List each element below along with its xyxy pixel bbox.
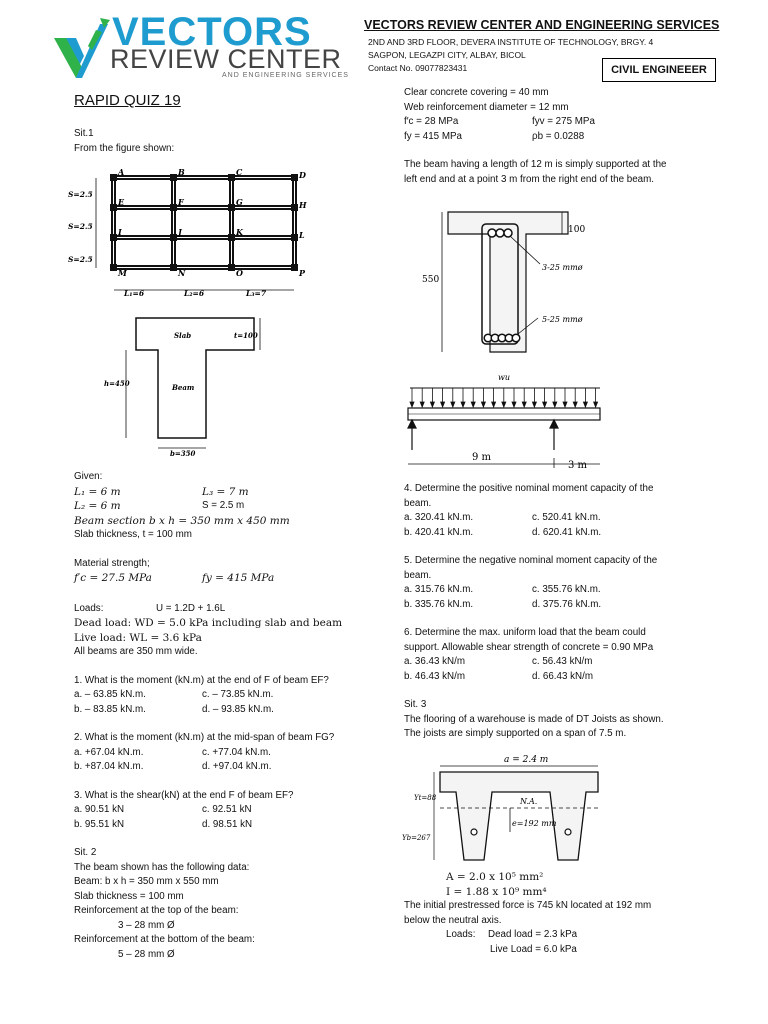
beam-depth-label: 550 <box>422 275 440 285</box>
reinforced-t-beam-figure <box>418 206 628 356</box>
fyv-value: fyv = 275 MPa <box>532 116 595 127</box>
q1-option-c: c. – 73.85 kN.m. <box>202 689 274 700</box>
sit3-line-2: The joists are simply supported on a span of 7.5 m. <box>404 728 627 739</box>
load-combination: U = 1.2D + 1.6L <box>156 602 226 614</box>
left-column-body <box>74 470 384 962</box>
q4-option-d: d. 620.41 kN.m. <box>532 526 602 538</box>
q2-option-b: b. +87.04 kN.m. <box>74 761 144 772</box>
load-arrowhead <box>594 402 598 407</box>
load-arrowhead <box>461 402 465 407</box>
vectors-logo-icon <box>52 16 110 80</box>
beam-height-label: h=450 <box>104 379 130 388</box>
span-label: L₃=7 <box>246 289 267 298</box>
bottom-bars-label: 5-25 mmø <box>542 315 583 324</box>
q3-option-b: b. 95.51 kN <box>74 818 125 830</box>
load-arrowhead <box>420 402 424 407</box>
q6-option-a: a. 36.43 kN/m <box>404 656 465 667</box>
sit2-bottom-reinf-label: Reinforcement at the bottom of the beam: <box>74 934 255 945</box>
node-label: H <box>299 200 307 210</box>
given-fy: fy = 415 MPa <box>202 572 275 584</box>
t-beam-figure <box>100 314 280 460</box>
eccentricity-label: e=192 mm <box>512 819 557 828</box>
material-strength-label: Material strength; <box>74 557 150 569</box>
q3-option-c: c. 92.51 kN <box>202 804 252 815</box>
yb-label: Yb=267 <box>402 834 431 842</box>
node-label: K <box>236 227 243 237</box>
top-bars-label: 3-25 mmø <box>542 263 583 272</box>
load-arrowhead <box>502 402 506 407</box>
node-label: C <box>236 167 243 177</box>
sit3-line-1: The flooring of a warehouse is made of DT Joists as shown. <box>404 713 664 725</box>
load-arrowhead <box>430 402 434 407</box>
load-label: wu <box>498 373 510 382</box>
question-4-cont: beam. <box>404 497 432 509</box>
cover: Clear concrete covering = 40 mm <box>404 87 549 98</box>
node-label: M <box>118 268 127 278</box>
given-fc: f′c = 27.5 MPa <box>74 572 152 584</box>
load-arrowhead <box>543 402 547 407</box>
load-arrowhead <box>512 402 516 407</box>
sit2-intro: The beam shown has the following data: <box>74 861 250 873</box>
sit2-bottom-reinf-value: 5 – 28 mm Ø <box>118 948 175 960</box>
q5-option-c: c. 355.76 kN.m. <box>532 584 601 595</box>
category-box: CIVIL ENGINEEER <box>602 58 716 82</box>
inertia-value: I = 1.88 x 10⁹ mm⁴ <box>446 885 547 898</box>
node-label: E <box>118 197 125 207</box>
sit2-beam-dims: Beam: b x h = 350 mm x 550 mm <box>74 876 219 887</box>
sit2-label: Sit. 2 <box>74 847 97 858</box>
yt-label: Yt=88 <box>414 794 437 802</box>
given-l1: L₁ = 6 m <box>74 485 121 498</box>
dt-joist-figure <box>400 752 610 870</box>
slab-label: Slab <box>174 331 192 340</box>
prestress-line-2: below the neutral axis. <box>404 914 502 926</box>
load-arrowhead <box>451 402 455 407</box>
beam-description-2: left end and at a point 3 m from the right end of the beam. <box>404 173 654 185</box>
address-line-2: SAGPON, LEGAZPI CITY, ALBAY, BICOL <box>368 50 526 60</box>
sit3-dead-load: Dead load = 2.3 kPa <box>488 929 578 940</box>
load-arrowhead <box>441 402 445 407</box>
span-label: L₂=6 <box>184 289 205 298</box>
right-column-bottom <box>404 870 724 957</box>
question-3: 3. What is the shear(kN) at the end F of beam EF? <box>74 789 294 801</box>
given-slab-thickness: Slab thickness, t = 100 mm <box>74 529 192 540</box>
question-4: 4. Determine the positive nominal moment capacity of the <box>404 483 654 494</box>
sit1-label: Sit.1 <box>74 128 94 139</box>
q5-option-b: b. 335.76 kN.m. <box>404 598 474 610</box>
load-arrowhead <box>481 402 485 407</box>
fc-value: f′c = 28 MPa <box>404 116 459 127</box>
floor-plan-figure <box>66 166 316 306</box>
span-9m-label: 9 m <box>472 452 492 463</box>
question-2: 2. What is the moment (kN.m) at the mid-span of beam FG? <box>74 732 335 743</box>
node-label: N <box>178 268 186 278</box>
node-label: O <box>236 268 243 278</box>
q4-option-a: a. 320.41 kN.m. <box>404 512 474 523</box>
given-label: Given: <box>74 471 103 482</box>
load-arrowhead <box>532 402 536 407</box>
quiz-title: RAPID QUIZ 19 <box>74 92 181 109</box>
span-label: L₁=6 <box>124 289 145 298</box>
area-value: A = 2.0 x 10⁵ mm² <box>446 871 544 883</box>
load-arrowhead <box>471 402 475 407</box>
left-column <box>74 127 384 156</box>
given-beam-section: Beam section b x h = 350 mm x 450 mm <box>74 514 290 527</box>
q1-option-a: a. – 63.85 kN.m. <box>74 689 146 700</box>
address-line-1: 2ND AND 3RD FLOOR, DEVERA INSTITUTE OF TECHNOLOGY, BRGY. 4 <box>368 37 654 47</box>
sit2-slab-thickness: Slab thickness = 100 mm <box>74 890 184 902</box>
q3-option-a: a. 90.51 kN <box>74 804 125 815</box>
spacing-label: S=2.5 <box>68 190 93 199</box>
load-arrowhead <box>522 402 526 407</box>
q6-option-c: c. 56.43 kN/m <box>532 656 593 667</box>
beam-description-1: The beam having a length of 12 m is simply supported at the <box>404 159 667 170</box>
web-reinf: Web reinforcement diameter = 12 mm <box>404 101 569 113</box>
sit3-label: Sit. 3 <box>404 699 427 710</box>
spacing-label: S=2.5 <box>68 222 93 231</box>
node-label: F <box>178 197 184 207</box>
node-label: B <box>178 167 185 177</box>
neutral-axis-label: N.A. <box>520 797 538 806</box>
sit1-intro: From the figure shown: <box>74 142 175 154</box>
sit2-top-reinf-label: Reinforcement at the top of the beam: <box>74 905 239 916</box>
beam-width-label: b=350 <box>170 449 196 458</box>
sit2-top-reinf-value: 3 – 28 mm Ø <box>118 919 175 931</box>
org-title: VECTORS REVIEW CENTER AND ENGINEERING SERVICES <box>364 18 720 32</box>
flange-width-label: a = 2.4 m <box>504 755 549 765</box>
prestress-line-1: The initial prestressed force is 745 kN located at 192 mm <box>404 900 652 911</box>
q2-option-d: d. +97.04 kN.m. <box>202 761 272 772</box>
beam-label: Beam <box>172 383 195 392</box>
node-label: A <box>118 167 125 177</box>
load-arrowhead <box>553 402 557 407</box>
node-label: G <box>236 197 243 207</box>
loads-label: Loads: <box>74 602 104 614</box>
q4-option-c: c. 520.41 kN.m. <box>532 512 601 523</box>
node-label: I <box>118 227 122 237</box>
node-label: L <box>299 230 305 240</box>
q2-option-c: c. +77.04 kN.m. <box>202 746 271 758</box>
load-arrowhead <box>492 402 496 407</box>
load-arrowhead <box>583 402 587 407</box>
question-5: 5. Determine the negative nominal moment capacity of the <box>404 555 658 566</box>
sit3-loads-label: Loads: <box>446 929 476 940</box>
span-3m-label: 3 m <box>568 460 588 471</box>
question-5-cont: beam. <box>404 569 432 581</box>
right-column-questions <box>404 482 724 742</box>
spacing-label: S=2.5 <box>68 255 93 264</box>
beams-width-note: All beams are 350 mm wide. <box>74 646 198 657</box>
given-l3: L₃ = 7 m <box>202 485 249 498</box>
q1-option-d: d. – 93.85 kN.m. <box>202 703 274 715</box>
logo-wordmark: VECTORS <box>112 10 312 54</box>
question-6-cont: support. Allowable shear strength of concrete = 0.90 MPa <box>404 641 654 653</box>
loaded-beam-figure <box>404 368 604 472</box>
logo-subtitle: REVIEW CENTER <box>110 44 342 74</box>
q6-option-d: d. 66.43 kN/m <box>532 670 593 682</box>
given-s: S = 2.5 m <box>202 500 245 511</box>
q2-option-a: a. +67.04 kN.m. <box>74 746 144 758</box>
sit3-live-load: Live Load = 6.0 kPa <box>490 943 577 955</box>
q5-option-a: a. 315.76 kN.m. <box>404 584 474 595</box>
slab-thickness-label: t=100 <box>234 331 258 340</box>
right-column-top <box>404 86 724 187</box>
logo-small-text: AND ENGINEERING SERVICES <box>222 72 349 79</box>
live-load: Live load: WL = 3.6 kPa <box>74 631 202 644</box>
dead-load: Dead load: WD = 5.0 kPa including slab and beam <box>74 617 343 629</box>
given-l2: L₂ = 6 m <box>74 500 121 512</box>
slab-depth-label: 100 <box>568 225 586 235</box>
q6-option-b: b. 46.43 kN/m <box>404 670 465 682</box>
q3-option-d: d. 98.51 kN <box>202 818 253 830</box>
contact-number: Contact No. 09077823431 <box>368 63 468 73</box>
q5-option-d: d. 375.76 kN.m. <box>532 598 602 610</box>
fy-value: fy = 415 MPa <box>404 130 462 142</box>
question-6: 6. Determine the max. uniform load that the beam could <box>404 627 646 638</box>
question-1: 1. What is the moment (kN.m) at the end of F of beam EF? <box>74 674 329 686</box>
load-arrowhead <box>563 402 567 407</box>
q1-option-b: b. – 83.85 kN.m. <box>74 703 146 715</box>
load-arrowhead <box>410 402 414 407</box>
q4-option-b: b. 420.41 kN.m. <box>404 526 474 538</box>
node-label: J <box>178 227 182 237</box>
node-label: P <box>299 268 306 278</box>
node-label: D <box>299 170 306 180</box>
load-arrowhead <box>573 402 577 407</box>
rhob-value: ρb = 0.0288 <box>532 130 585 142</box>
